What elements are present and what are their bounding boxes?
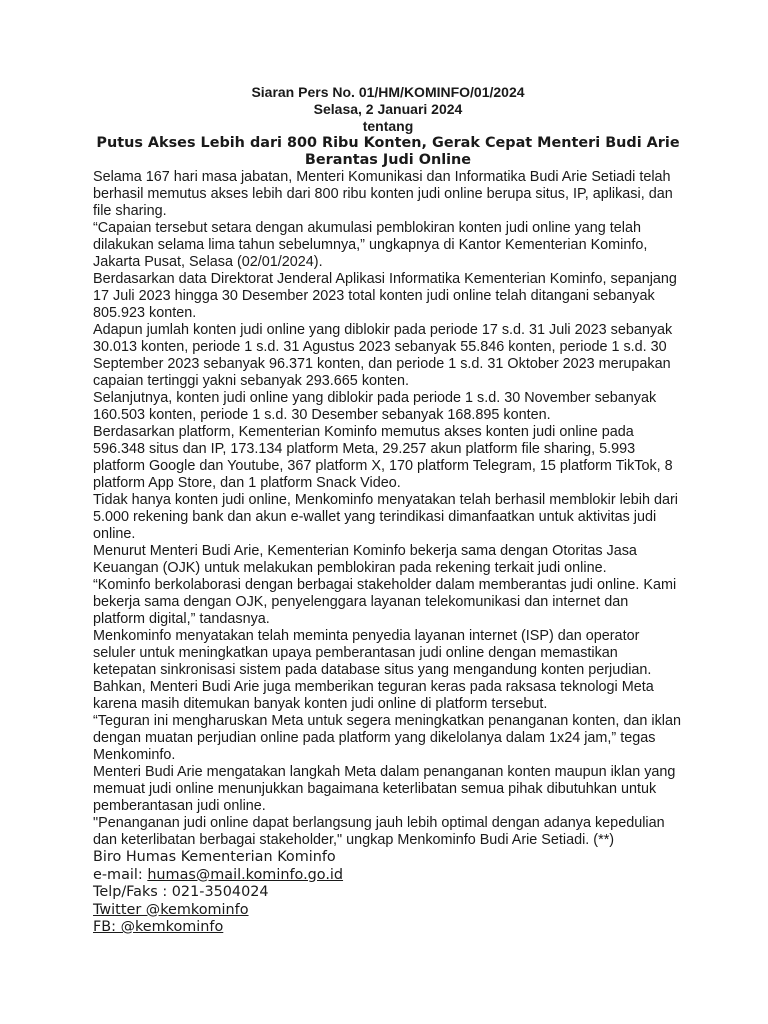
paragraph: Berdasarkan platform, Kementerian Kominfo memutus akses konten judi online pada 596.348 situs dan IP, 173.134 platform Meta, 29.257 akun platform file sharing, 5.993 platform Google dan Youtube, 367 platform X, 170 platform Telegram, 15 platform TikTok, 8 platform App Store, dan 1 platform Snack Video. <box>93 424 673 491</box>
paragraph: Berdasarkan data Direktorat Jenderal Aplikasi Informatika Kementerian Kominfo, sepanjang 17 Juli 2023 hingga 30 Desember 2023 total konten judi online telah ditangani sebanyak 805.923 konten. <box>93 271 677 321</box>
article-body <box>93 169 683 849</box>
press-header <box>93 84 683 135</box>
paragraph: Menteri Budi Arie mengatakan langkah Meta dalam penanganan konten maupun iklan yang memuat judi online menunjukkan bagaimana keterlibatan semua pihak dibutuhkan untuk pemberantasan judi online. <box>93 764 676 814</box>
facebook-line <box>93 919 683 937</box>
facebook-link[interactable]: FB: @kemkominfo <box>93 919 224 935</box>
press-release-page <box>93 84 683 937</box>
paragraph: Selama 167 hari masa jabatan, Menteri Komunikasi dan Informatika Budi Arie Setiadi telah berhasil memutus akses lebih dari 800 ribu konten judi online berupa situs, IP, aplikasi, dan file sharing. <box>93 169 673 219</box>
contact-footer <box>93 849 683 937</box>
headline: Putus Akses Lebih dari 800 Ribu Konten, Gerak Cepat Menteri Budi Arie Berantas Judi Online <box>96 135 680 168</box>
twitter-line <box>93 902 683 920</box>
paragraph: “Teguran ini mengharuskan Meta untuk segera meningkatkan penanganan konten, dan iklan dengan muatan perjudian online pada platform yang dikelolanya dalam 1x24 jam,” tegas Menkominfo. <box>93 713 682 763</box>
paragraph: "Penanganan judi online dapat berlangsung jauh lebih optimal dengan adanya kepedulian dan keterlibatan berbagai stakeholder," ungkap Menkominfo Budi Arie Setiadi. (**) <box>93 815 665 848</box>
email-label: e-mail: <box>93 866 148 883</box>
paragraph: Menkominfo menyatakan telah meminta penyedia layanan internet (ISP) dan operator seluler untuk meningkatkan upaya pemberantasan judi online dengan memastikan ketepatan sinkronisasi sistem pada database situs yang mengandung konten perjudian. <box>93 628 652 678</box>
paragraph: Adapun jumlah konten judi online yang diblokir pada periode 17 s.d. 31 Juli 2023 sebanyak 30.013 konten, periode 1 s.d. 31 Agustus 2023 sebanyak 55.846 konten, periode 1 s.d. 30 September 2023 sebanyak 96.371 konten, dan periode 1 s.d. 31 Oktober 2023 merupakan capaian tertinggi yakni sebanyak 293.665 konten. <box>93 322 673 389</box>
press-release-number: Siaran Pers No. 01/HM/KOMINFO/01/2024 <box>251 84 525 100</box>
paragraph: Selanjutnya, konten judi online yang diblokir pada periode 1 s.d. 30 November sebanyak 160.503 konten, periode 1 s.d. 30 Desember sebanyak 168.895 konten. <box>93 390 657 423</box>
paragraph: Bahkan, Menteri Budi Arie juga memberikan teguran keras pada raksasa teknologi Meta karena masih ditemukan banyak konten judi online di platform tersebut. <box>93 679 654 712</box>
paragraph: Tidak hanya konten judi online, Menkominfo menyatakan telah berhasil memblokir lebih dari 5.000 rekening bank dan akun e-wallet yang terindikasi dimanfaatkan untuk aktivitas judi online. <box>93 492 679 542</box>
phone-line: Telp/Faks : 021-3504024 <box>93 884 269 900</box>
email-line <box>93 867 683 885</box>
organization-name: Biro Humas Kementerian Kominfo <box>93 849 336 865</box>
press-release-date: Selasa, 2 Januari 2024 <box>313 101 463 117</box>
email-link[interactable]: humas@mail.kominfo.go.id <box>147 866 344 883</box>
twitter-link[interactable]: Twitter @kemkominfo <box>93 901 249 918</box>
press-release-about: tentang <box>362 118 414 134</box>
paragraph: Menurut Menteri Budi Arie, Kementerian Kominfo bekerja sama dengan Otoritas Jasa Keuangan (OJK) untuk melakukan pemblokiran pada rekening terkait judi online. <box>93 543 637 576</box>
paragraph: “Kominfo berkolaborasi dengan berbagai stakeholder dalam memberantas judi online. Kami bekerja sama dengan OJK, penyelenggara layanan telekomunikasi dan internet dan platform digital,” tandasnya. <box>93 577 677 627</box>
paragraph: “Capaian tersebut setara dengan akumulasi pemblokiran konten judi online yang telah dilakukan selama lima tahun sebelumnya,” ungkapnya di Kantor Kementerian Kominfo, Jakarta Pusat, Selasa (02/01/2024). <box>93 220 648 270</box>
